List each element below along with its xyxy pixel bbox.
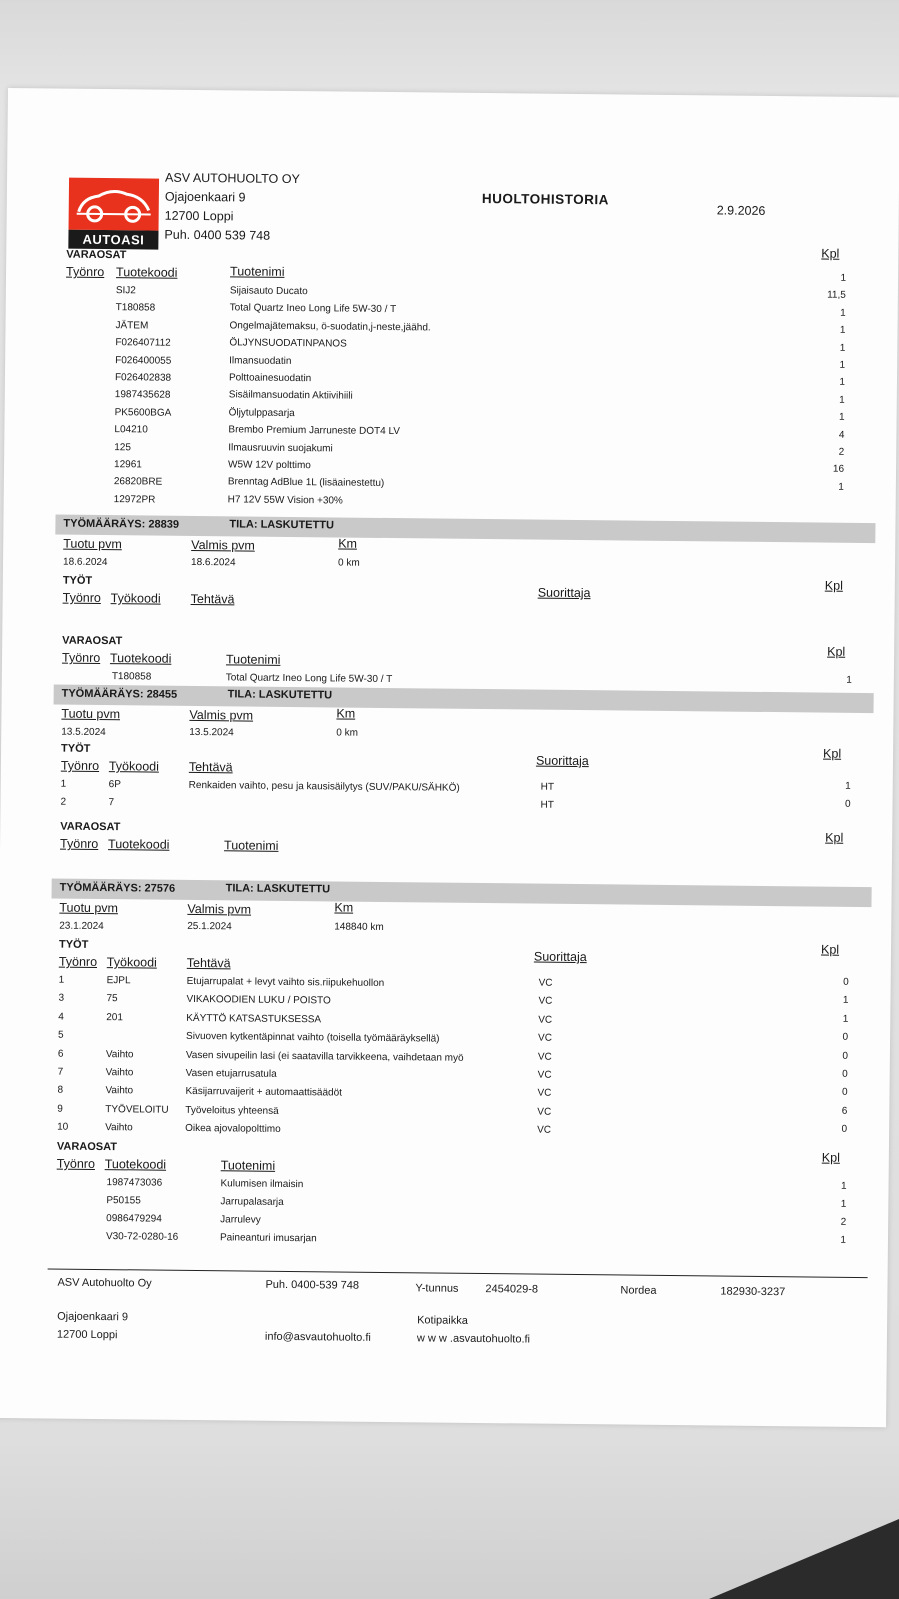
part-code: F026402838	[114, 372, 172, 384]
job-nro: 1	[58, 974, 65, 986]
valmis-date: 25.1.2024	[187, 920, 232, 933]
job-code: TYÖVELOITU	[105, 1103, 169, 1116]
col-tyonro: Työnro	[66, 264, 105, 280]
job-code: 201	[106, 1011, 124, 1024]
part-name: Total Quartz Ineo Long Life 5W-30 / T	[229, 302, 397, 316]
job-performer: VC	[537, 1069, 552, 1081]
col-tuotenimi: Tuotenimi	[224, 838, 279, 853]
part-code: 1987473036	[106, 1177, 163, 1189]
job-performer: VC	[537, 1106, 552, 1118]
part-qty: 1	[839, 359, 846, 371]
footer-kotipaikka: Kotipaikka	[417, 1314, 468, 1327]
footer-street: Ojajoenkaari 9	[57, 1310, 129, 1324]
part-qty: 4	[838, 429, 845, 441]
job-nro: 3	[58, 992, 65, 1005]
part-code: T180858	[115, 302, 156, 314]
col-tehtava: Tehtävä	[190, 591, 235, 607]
col-tuotu-pvm: Tuotu pvm	[63, 536, 122, 552]
col-tyonro: Työnro	[62, 590, 101, 606]
part-qty: 11,5	[827, 289, 846, 302]
parts-heading: VARAOSAT	[62, 634, 123, 648]
col-tuotekoodi: Tuotekoodi	[108, 837, 170, 852]
part-qty: 2	[838, 446, 845, 458]
job-code: EJPL	[106, 975, 131, 987]
work-order-status: TILA: LASKUTETTU	[225, 882, 331, 896]
job-task: VIKAKOODIEN LUKU / POISTO	[186, 994, 331, 1007]
km-value: 0 km	[337, 557, 360, 569]
part-qty: 1	[840, 307, 846, 319]
km-value: 148840 km	[334, 921, 384, 933]
part-name: Jarrupalasarja	[220, 1196, 284, 1208]
km-value: 0 km	[336, 727, 358, 739]
job-qty: 0	[842, 1050, 848, 1062]
part-name: Ongelmajätemaksu, ö-suodatin,j-neste,jäähd.	[229, 320, 431, 334]
job-performer: VC	[537, 1051, 552, 1063]
job-code: 7	[108, 797, 115, 809]
job-code: 6P	[108, 779, 122, 791]
part-code: SIJ2	[115, 285, 136, 297]
part-name: Kulumisen ilmaisin	[220, 1178, 304, 1191]
col-tyonro: Työnro	[60, 836, 99, 851]
jobs-heading: TYÖT	[61, 742, 91, 755]
car-icon	[69, 178, 160, 231]
part-code: T180858	[111, 671, 152, 683]
col-kpl: Kpl	[821, 1150, 840, 1165]
col-tehtava: Tehtävä	[188, 759, 233, 775]
job-nro: 6	[57, 1048, 64, 1060]
footer-bank: Nordea	[620, 1284, 657, 1297]
col-tyokoodi: Työkoodi	[110, 591, 161, 606]
part-qty: 1	[839, 324, 846, 336]
company-phone: Puh. 0400 539 748	[164, 227, 271, 243]
job-task: Vasen sivupeilin lasi (ei saatavilla tarvikkeena, vaihdetaan myö	[185, 1049, 464, 1064]
footer-phone: Puh. 0400-539 748	[265, 1278, 360, 1292]
col-kpl: Kpl	[823, 746, 842, 761]
footer-company: ASV Autohuolto Oy	[57, 1276, 152, 1290]
jobs-heading: TYÖT	[62, 574, 93, 587]
job-nro: 9	[57, 1103, 63, 1115]
job-qty: 0	[841, 1087, 848, 1099]
job-qty: 0	[842, 1068, 848, 1080]
job-nro: 5	[58, 1029, 64, 1041]
job-code: Vaihto	[105, 1067, 134, 1079]
part-qty: 1	[838, 481, 844, 493]
col-tyokoodi: Työkoodi	[108, 759, 160, 774]
col-tehtava: Tehtävä	[186, 955, 231, 971]
job-qty: 0	[841, 1123, 848, 1136]
kpl-header: Kpl	[821, 246, 840, 261]
part-name: H7 12V 55W Vision +30%	[227, 494, 343, 507]
part-qty: 2	[840, 1216, 847, 1228]
part-name: Total Quartz Ineo Long Life 5W-30 / T	[225, 672, 393, 686]
parts-heading: VARAOSAT	[56, 1140, 118, 1154]
col-kpl: Kpl	[824, 578, 843, 593]
col-suorittaja: Suorittaja	[535, 753, 589, 769]
job-qty: 1	[842, 995, 849, 1007]
part-code: 26820BRE	[113, 476, 163, 489]
job-performer: VC	[538, 1032, 553, 1044]
part-name: Brenntag AdBlue 1L (lisäainestettu)	[227, 476, 385, 490]
col-tuotenimi: Tuotenimi	[230, 264, 285, 279]
tuotu-date: 18.6.2024	[62, 556, 108, 569]
part-code: F026400055	[115, 354, 172, 367]
footer-ytunnus: 2454029-8	[485, 1283, 539, 1296]
job-task: Etujarrupalat + levyt vaihto sis.riipukehuollon	[186, 975, 385, 989]
part-code: 0986479294	[106, 1213, 162, 1225]
col-km: Km	[338, 536, 358, 551]
job-qty: 1	[842, 1013, 849, 1025]
job-performer: HT	[540, 781, 555, 793]
job-task: Oikea ajovalopolttimo	[185, 1123, 281, 1136]
col-tyonro: Työnro	[60, 758, 100, 773]
col-suorittaja: Suorittaja	[537, 585, 591, 601]
footer-email[interactable]: info@asvautohuolto.fi	[264, 1330, 371, 1344]
job-nro: 2	[60, 796, 67, 809]
job-code: Vaihto	[105, 1048, 134, 1060]
page-title: HUOLTOHISTORIA	[481, 190, 609, 208]
footer-ytunnus-label: Y-tunnus	[415, 1282, 459, 1295]
col-tyonro: Työnro	[61, 650, 101, 665]
footer-city: 12700 Loppi	[56, 1328, 118, 1342]
footer-web[interactable]: w w w .asvautohuolto.fi	[416, 1332, 531, 1346]
part-name: Paineanturi imusarjan	[219, 1232, 317, 1245]
job-performer: VC	[538, 995, 553, 1008]
col-valmis-pvm: Valmis pvm	[187, 901, 252, 917]
col-tuotenimi: Tuotenimi	[225, 652, 281, 667]
col-valmis-pvm: Valmis pvm	[191, 537, 255, 553]
part-code: 125	[114, 441, 131, 453]
company-city: 12700 Loppi	[164, 208, 234, 224]
work-order-number: TYÖMÄÄRÄYS: 28839	[63, 517, 180, 531]
col-kpl: Kpl	[827, 644, 846, 659]
job-nro: 4	[58, 1011, 64, 1023]
job-code: 75	[106, 993, 118, 1005]
valmis-date: 13.5.2024	[189, 726, 234, 739]
part-name: Brembo Premium Jarruneste DOT4 LV	[228, 424, 401, 438]
part-code: JÄTEM	[115, 319, 149, 332]
part-code: P50155	[106, 1195, 141, 1207]
col-tyokoodi: Työkoodi	[106, 955, 157, 970]
col-tyonro: Työnro	[56, 1156, 96, 1171]
table-shadow	[709, 1519, 899, 1599]
part-code: F026407112	[115, 337, 171, 349]
col-tuotekoodi: Tuotekoodi	[104, 1157, 167, 1172]
part-qty: 1	[840, 1180, 847, 1192]
job-task: Sivuoven kytkentäpinnat vaihto (toisella työmääräyksellä)	[186, 1031, 440, 1045]
job-performer: HT	[540, 800, 554, 812]
part-code: 12961	[114, 459, 142, 471]
work-order-number: TYÖMÄÄRÄYS: 28455	[61, 687, 178, 701]
valmis-date: 18.6.2024	[190, 556, 236, 569]
part-name: Polttoainesuodatin	[228, 372, 312, 385]
part-name: ÖLJYNSUODATINPANOS	[229, 337, 347, 350]
job-performer: VC	[538, 977, 553, 989]
job-task: Vasen etujarrusatula	[185, 1067, 277, 1080]
col-km: Km	[334, 900, 354, 915]
col-kpl: Kpl	[825, 830, 844, 845]
company-name: ASV AUTOHUOLTO OY	[164, 170, 300, 187]
part-name: Ilmausruuvin suojakumi	[228, 441, 333, 455]
col-tuotekoodi: Tuotekoodi	[116, 265, 178, 280]
part-name: Ilmansuodatin	[229, 354, 292, 367]
col-tuotekoodi: Tuotekoodi	[109, 651, 172, 666]
part-name: Öljytulppasarja	[228, 407, 295, 419]
part-code: 1987435628	[114, 389, 171, 402]
jobs-heading: TYÖT	[58, 938, 89, 951]
parts-heading: VARAOSAT	[60, 820, 121, 834]
col-valmis-pvm: Valmis pvm	[189, 707, 254, 723]
part-qty: 1	[839, 394, 845, 406]
part-name: Jarrulevy	[220, 1214, 261, 1226]
work-order-status: TILA: LASKUTETTU	[227, 688, 333, 702]
job-performer: VC	[537, 1087, 552, 1100]
col-km: Km	[336, 706, 356, 721]
part-qty: 1	[839, 342, 846, 354]
job-nro: 8	[57, 1084, 64, 1097]
col-suorittaja: Suorittaja	[533, 949, 587, 965]
work-order-number: TYÖMÄÄRÄYS: 27576	[59, 881, 176, 895]
col-kpl: Kpl	[820, 942, 840, 957]
job-nro: 7	[57, 1066, 64, 1078]
job-qty: 0	[842, 1031, 849, 1044]
document-date: 2.9.2026	[716, 203, 766, 218]
tuotu-date: 23.1.2024	[59, 920, 104, 933]
part-qty: 1	[840, 1198, 847, 1210]
part-qty: 16	[832, 464, 845, 476]
job-nro: 10	[57, 1121, 69, 1133]
footer-divider	[48, 1268, 868, 1278]
part-qty: 1	[838, 411, 845, 423]
col-tuotu-pvm: Tuotu pvm	[61, 706, 121, 722]
job-qty: 1	[845, 780, 851, 792]
job-task: Käsijarruvaijerit + automaattisäädöt	[185, 1086, 343, 1099]
job-performer: VC	[537, 1124, 552, 1136]
col-tuotu-pvm: Tuotu pvm	[59, 900, 119, 916]
part-code: L04210	[114, 424, 148, 436]
job-nro: 1	[60, 778, 67, 790]
col-tyonro: Työnro	[58, 954, 98, 969]
job-qty: 0	[843, 976, 849, 988]
part-qty: 1	[840, 1234, 847, 1246]
part-qty: 1	[846, 674, 852, 686]
autoasi-logo: AUTOASI	[68, 178, 159, 250]
part-qty: 1	[839, 377, 846, 389]
part-code: V30-72-0280-16	[105, 1231, 179, 1243]
job-task: Työveloitus yhteensä	[185, 1104, 279, 1117]
part-name: Sisäilmansuodatin Aktiivihiili	[228, 389, 353, 403]
part-name: W5W 12V polttimo	[228, 459, 311, 472]
job-qty: 6	[841, 1105, 848, 1117]
company-street: Ojajoenkaari 9	[164, 189, 246, 205]
job-performer: VC	[538, 1014, 553, 1026]
job-code: Vaihto	[105, 1085, 134, 1097]
job-qty: 0	[844, 799, 851, 811]
col-tuotenimi: Tuotenimi	[220, 1158, 276, 1173]
part-name: Sijaisauto Ducato	[229, 285, 308, 298]
work-order-status: TILA: LASKUTETTU	[229, 518, 334, 532]
job-task: Renkaiden vaihto, pesu ja kausisäilytys (SUV/PAKU/SÄHKÖ)	[188, 779, 460, 794]
part-code: 12972PR	[113, 493, 156, 506]
part-code: PK5600BGA	[114, 406, 172, 419]
footer-account: 182930-3237	[720, 1285, 786, 1299]
top-parts-heading: VARAOSAT	[66, 248, 127, 262]
job-task: KÄYTTÖ KATSASTUKSESSA	[186, 1012, 322, 1026]
part-qty: 1	[840, 272, 847, 284]
service-history-sheet	[0, 88, 899, 1427]
tuotu-date: 13.5.2024	[61, 726, 106, 739]
job-code: Vaihto	[105, 1122, 133, 1134]
